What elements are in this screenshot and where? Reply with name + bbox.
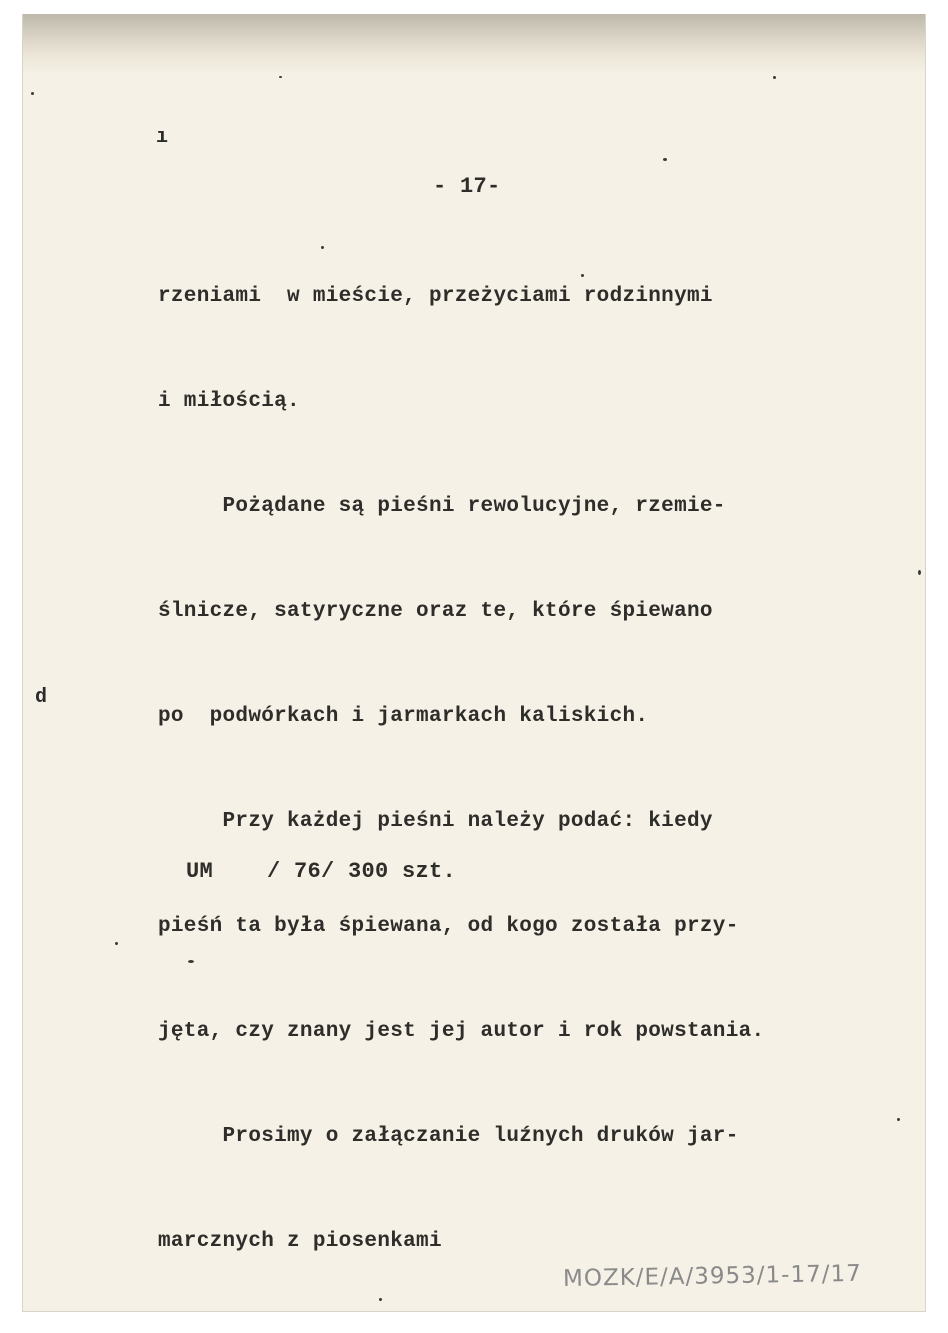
page-number: - 17-	[433, 174, 501, 199]
text-line: Prosimy o załączanie luźnych druków jar-	[158, 1125, 739, 1148]
dust-speck	[279, 76, 282, 78]
text-line: jęta, czy znany jest jej autor i rok powstania.	[158, 1020, 765, 1043]
text-line: pieśń ta była śpiewana, od kogo została przy-	[158, 915, 739, 938]
margin-mark-top: ı	[156, 126, 169, 149]
dust-speck	[773, 76, 776, 79]
text-line: Pożądane są pieśni rewolucyjne, rzemie-	[158, 495, 726, 518]
text-line: i miłością.	[158, 390, 300, 413]
dust-speck	[918, 570, 921, 575]
margin-mark-left: d	[35, 686, 48, 709]
dust-speck	[581, 274, 584, 277]
text-line: ślnicze, satyryczne oraz te, które śpiewano	[158, 600, 713, 623]
text-line: Przy każdej pieśni należy podać: kiedy	[158, 810, 713, 833]
dust-speck	[188, 960, 194, 963]
dust-speck	[379, 1298, 382, 1301]
print-run-note: UM / 76/ 300 szt.	[186, 859, 457, 884]
scan-edge-shadow	[23, 14, 925, 74]
dust-speck	[115, 942, 118, 945]
document-page	[22, 14, 926, 1312]
dust-speck	[31, 92, 34, 95]
text-line: rzeniami w mieście, przeżyciami rodzinnymi	[158, 285, 713, 308]
dust-speck	[321, 246, 324, 249]
text-line: marcznych z piosenkami	[158, 1230, 442, 1253]
body-text	[158, 209, 764, 1312]
archive-signature: MOZK/E/A/3953/1-17/17	[562, 1260, 862, 1292]
dust-speck	[663, 158, 667, 161]
text-line: po podwórkach i jarmarkach kaliskich.	[158, 705, 649, 728]
dust-speck	[897, 1118, 900, 1121]
